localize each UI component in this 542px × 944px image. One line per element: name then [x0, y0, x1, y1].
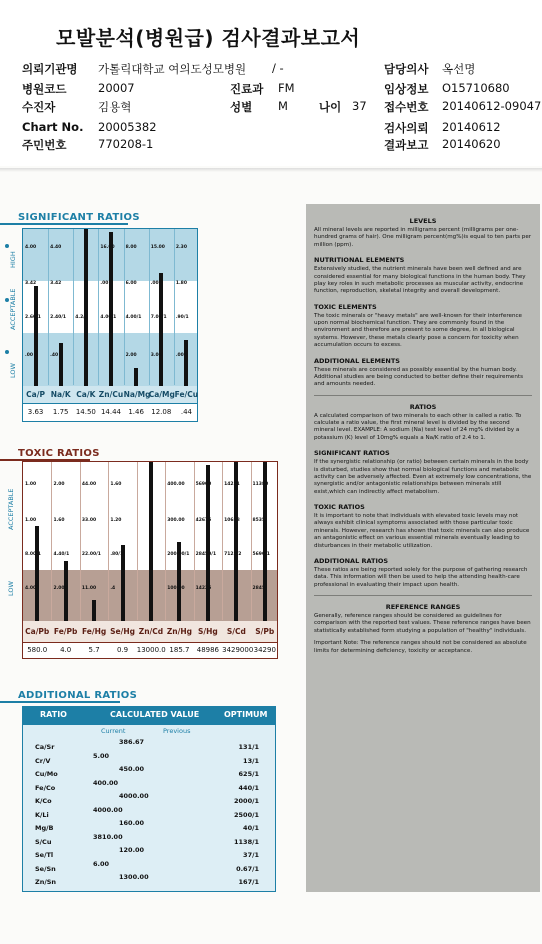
additional-row	[23, 832, 275, 850]
additional-ratio-name: Se/Tl	[35, 851, 54, 859]
tox-zone-acceptable: ACCEPTABLE	[7, 488, 15, 530]
tox-ratio-label: Ca/Pb	[25, 627, 50, 636]
sig-tick-label: 2.00	[125, 353, 137, 358]
tox-ratio-label: S/Hg	[197, 627, 218, 636]
institution-extra: / -	[272, 61, 284, 75]
tox-tick-label: 400.00	[167, 482, 185, 487]
tox-tick-label: 1.00	[25, 518, 37, 523]
significant-title-rule	[0, 223, 128, 225]
additional-row	[23, 819, 275, 836]
sig-tick-label: .00	[175, 353, 184, 358]
tox-tick-label: 2845	[252, 586, 266, 591]
tox-tick-label: 14225	[195, 586, 212, 591]
sig-ratio-value: 12.08	[151, 408, 172, 416]
additional-row	[23, 859, 275, 877]
sig-tick-label: 7.00/1	[150, 315, 167, 320]
tox-tick-label: 1.20	[110, 518, 122, 523]
nutritional-text: Extensively studied, the nutrient minerals have been well defined and are considered essential for many biological functions in the human body. They play key roles in such metabolic processes as muscular activity, endocrine function, reproduction, skeletal integrity and overall development.	[314, 266, 526, 295]
id-value: 770208-1	[98, 137, 154, 151]
tox-column-divider	[222, 462, 223, 620]
tox-ratio-value: 48986	[196, 646, 220, 654]
result-label: 결과보고	[384, 138, 429, 152]
tox-tick-label: 8.00/1	[25, 552, 41, 557]
sig-tick-label: .00	[100, 281, 109, 286]
additional-ratio-name: Cu/Mo	[35, 770, 58, 778]
additional-optimum: 625/1	[238, 770, 259, 778]
tox-tick-label: 28450/1	[195, 552, 217, 557]
panel-divider-2	[314, 595, 532, 596]
tox-ratios-heading: TOXIC RATIOS	[314, 503, 365, 511]
report-title: 모발분석(병원급) 검사결과보고서	[56, 26, 361, 50]
tox-tick-label: 1.60	[53, 518, 65, 523]
sig-ratio-value: 1.75	[52, 408, 69, 416]
tox-tick-label: 5690/1	[252, 552, 270, 557]
col-calculated-value: CALCULATED VALUE	[110, 710, 200, 719]
tox-tick-label: 4.00	[25, 586, 37, 591]
sig-tick-label: 6.00	[125, 281, 137, 286]
tox-tick-label: 42675	[195, 518, 212, 523]
additional-elements-heading: ADDITIONAL ELEMENTS	[314, 356, 400, 365]
additional-current-value: 400.00	[93, 778, 119, 787]
tox-tick-label: 22.00/1	[81, 552, 101, 557]
request-label: 검사의뢰	[384, 121, 429, 135]
tox-tick-label: 33.00	[81, 518, 97, 523]
additional-optimum: 167/1	[238, 878, 259, 886]
additional-ratio-name: Ca/Sr	[35, 743, 55, 751]
tox-ratio-value: 0.9	[116, 646, 129, 654]
sig-ratio-value: 1.46	[128, 408, 144, 416]
tox-tick-label: 2.00	[53, 482, 65, 487]
sig-column-divider	[174, 229, 175, 385]
sig-ratio-label: Na/K	[50, 390, 71, 399]
sig-tick-label: 3.42	[50, 281, 62, 286]
levels-heading: LEVELS	[409, 217, 437, 225]
doctor-label: 담당의사	[384, 62, 429, 76]
sig-tick-label: 16.00	[100, 245, 115, 250]
sig-column-divider	[124, 229, 125, 385]
sig-ratio-value: 3.63	[27, 408, 44, 416]
current-subheader: Current	[101, 727, 126, 735]
additional-ratio-name: Se/Sn	[35, 864, 56, 873]
sig-zone-acceptable: ACCEPTABLE	[9, 288, 17, 330]
examinee-value: 김용혁	[98, 100, 132, 114]
additional-current-value: 386.67	[119, 738, 145, 746]
sig-tick-label: .90/1	[175, 315, 189, 320]
add-ratios-heading: ADDITIONAL RATIOS	[314, 556, 389, 565]
sig-zone-high: HIGH	[9, 251, 17, 268]
sig-bar-zn-cu	[109, 232, 113, 387]
additional-ratio-name: S/Cu	[35, 837, 52, 846]
additional-elements-text: These minerals are considered as possibly essential by the human body. Additional studies are being conducted to better define their requirements and amounts needed.	[314, 366, 523, 388]
additional-row	[23, 873, 275, 890]
sig-tick-label: 15.00	[150, 245, 165, 250]
tox-column-divider	[108, 462, 109, 620]
tox-ratio-label: S/Pb	[255, 627, 275, 636]
tox-ratio-label: Zn/Hg	[166, 627, 193, 636]
additional-ratio-name: Fe/Co	[35, 783, 56, 792]
request-value: 20140612	[442, 120, 501, 134]
additional-current-value: 160.00	[119, 819, 145, 827]
additional-ratios-title: ADDITIONAL RATIOS	[18, 690, 138, 701]
tox-zone-low: LOW	[7, 581, 15, 596]
sig-bar-na-mg	[134, 368, 138, 387]
sig-tick-label: 4.2/1	[75, 315, 89, 320]
significant-ratios-title: SIGNIFICANT RATIOS	[18, 212, 140, 223]
sig-tick-label: 8.00	[125, 245, 137, 250]
sig-tick-label: 4.00/1	[100, 315, 117, 320]
tox-tick-label: 1.00	[25, 482, 37, 487]
additional-current-value: 5.00	[93, 751, 110, 760]
tox-ratio-value: 13000.0	[136, 646, 166, 654]
sig-ratio-label: Ca/K	[76, 390, 96, 399]
tox-ratio-value: 3429000	[222, 646, 254, 654]
additional-optimum: 2500/1	[234, 810, 259, 819]
tox-ratio-value: 580.0	[27, 646, 48, 654]
sig-tick-label: 4.40	[50, 245, 62, 250]
receipt-label: 접수번호	[384, 100, 429, 114]
panel-divider	[314, 395, 532, 396]
additional-table-header	[22, 706, 276, 724]
low-marker-dot	[5, 350, 9, 354]
additional-current-value: 3810.00	[93, 832, 123, 841]
sig-column-divider	[73, 229, 74, 385]
tox-tick-label: .4	[110, 586, 116, 591]
age-label: 나이	[319, 100, 342, 114]
reference-text: Generally, reference ranges should be considered as guidelines for comparison with the reported test values. These reference ranges have been statistically established form studying a population of "healthy" individuals.	[314, 613, 531, 634]
previous-subheader: Previous	[163, 727, 191, 735]
sig-ratios-text: If the synergistic relationship (or ratio) between certain minerals in the body is disturbed, studies show that normal biological functions and metabolic activity can be adversely affected. Even at extremely low concentrations, the synergistic and/or antagonistic relationships between minerals still exist,which can indirectly affect metabolism.	[314, 459, 532, 495]
additional-row	[23, 792, 275, 809]
sig-tick-label: 2.30	[175, 245, 187, 250]
tox-column-divider	[51, 462, 52, 620]
sig-tick-label: 3.42	[25, 281, 37, 286]
toxic-ratio-values	[22, 643, 278, 659]
sig-column-divider	[149, 229, 150, 385]
sig-ratio-value: 14.44	[100, 408, 122, 416]
tox-tick-label: 100.00	[167, 586, 185, 591]
additional-ratios-table	[22, 724, 276, 892]
col-ratio: RATIO	[40, 710, 67, 719]
tox-tick-label: 11.00	[81, 586, 97, 591]
additional-optimum: 131/1	[238, 743, 259, 751]
important-note: Important Note: The reference ranges should not be considered as absolute limits for determining deficiency, toxicity or acceptance.	[314, 640, 527, 654]
significant-ratio-values	[22, 404, 198, 422]
sig-zone-low: LOW	[9, 363, 17, 378]
hospital-code-label: 병원코드	[22, 82, 67, 96]
sig-bar-ca-k	[84, 229, 88, 387]
tox-tick-label: 14251	[224, 482, 240, 487]
sig-bar-fe-cu	[184, 340, 188, 387]
doctor-value: 옥선명	[442, 62, 476, 76]
tox-ratio-label: Se/Hg	[110, 627, 135, 636]
additional-optimum: 0.67/1	[236, 864, 259, 873]
tox-ratio-label: Fe/Hg	[81, 627, 107, 636]
additional-row	[23, 765, 275, 782]
col-optimum: OPTIMUM	[224, 710, 268, 719]
tox-ratio-value: 34290	[253, 646, 276, 654]
tox-tick-label: .80/1	[110, 552, 124, 557]
sig-tick-label: 2.40/1	[50, 315, 67, 320]
sig-bar-na-k	[59, 343, 63, 387]
toxic-ratios-title: TOXIC RATIOS	[18, 448, 100, 459]
tox-column-divider	[251, 462, 252, 620]
tox-ratio-label: Fe/Pb	[53, 627, 78, 636]
toxic-elements-text: The toxic minerals or "heavy metals" are well-known for their interference upon normal biochemical function. They are commonly found in the environment and therefore are present to some degree, in all biological systems. However, these metals clearly pose a concern for toxicity when accumulation occurs to excess.	[314, 312, 523, 349]
additional-optimum: 13/1	[243, 756, 259, 765]
sig-tick-label: .00	[25, 353, 33, 358]
additional-current-value: 120.00	[119, 846, 145, 854]
reference-heading: REFERENCE RANGES	[385, 603, 461, 611]
toxic-ratio-labels	[22, 621, 278, 643]
nutritional-heading: NUTRITIONAL ELEMENTS	[314, 256, 405, 265]
tox-bar-s-hg	[206, 465, 210, 622]
tox-ratios-text: It is important to note that individuals with elevated toxic levels may not always exhibit clinical symptoms associated with those particular toxic minerals. However, research has shown that toxic minerals can also produce an antagonistic effect on various essential minerals eventually leading to disturbances in their metabolic utilization.	[314, 513, 530, 549]
tox-tick-label: 4.40/1	[53, 552, 70, 557]
additional-ratio-name: Zn/Sn	[35, 878, 57, 886]
clinical-value: O15710680	[442, 81, 510, 95]
explanation-panel	[306, 204, 540, 892]
receipt-value: 20140612-09047	[442, 99, 542, 113]
sig-column-divider	[48, 229, 49, 385]
sig-bar-ca-p	[34, 286, 38, 387]
additional-current-value: 450.00	[119, 765, 145, 773]
hospital-code-value: 20007	[98, 81, 135, 95]
toxic-ratios-chart	[22, 461, 278, 621]
significant-ratio-labels	[22, 386, 198, 404]
tox-column-divider	[165, 462, 166, 620]
institution-value: 가톨릭대학교 여의도성모병원	[98, 62, 247, 76]
sig-ratio-label: Zn/Cu	[98, 390, 124, 399]
additional-optimum: 440/1	[238, 783, 259, 792]
significant-ratios-chart	[22, 228, 198, 386]
tox-ratio-label: Zn/Cd	[138, 627, 164, 636]
sig-tick-label: .40	[50, 353, 59, 358]
tox-ratio-value: 4.0	[60, 646, 72, 654]
additional-optimum: 1138/1	[234, 837, 259, 846]
tox-tick-label: 300.00	[167, 518, 185, 523]
age-value: 37	[352, 99, 367, 113]
sig-tick-label: 1.80	[175, 281, 187, 286]
additional-optimum: 40/1	[243, 824, 259, 832]
tox-bar-fe-hg	[92, 600, 96, 622]
tox-tick-label: 8535	[252, 518, 266, 523]
sig-tick-label: .00	[150, 281, 159, 286]
additional-row	[23, 846, 275, 863]
sig-tick-label: 4.00	[25, 245, 37, 250]
additional-optimum: 2000/1	[234, 797, 259, 805]
sex-label: 성별	[230, 100, 253, 114]
add-ratios-text: These ratios are being reported solely for the purpose of gathering research data. This information will then be used to help the attending health-care professional in evaluating their impact upon health.	[314, 566, 528, 588]
tox-column-divider	[137, 462, 138, 620]
tox-ratio-value: 5.7	[88, 646, 100, 654]
clinical-label: 임상정보	[384, 82, 429, 96]
additional-current-value: 6.00	[93, 859, 110, 868]
ratios-heading: RATIOS	[409, 402, 437, 411]
additional-row	[23, 778, 275, 796]
additional-row	[23, 738, 275, 755]
additional-ratio-name: Cr/V	[35, 756, 51, 765]
additional-optimum: 37/1	[243, 851, 259, 859]
sig-column-divider	[98, 229, 99, 385]
examinee-label: 수진자	[22, 100, 56, 114]
additional-current-value: 4000.00	[93, 805, 123, 814]
sig-tick-label: 4.00/1	[125, 315, 142, 320]
sig-ratios-heading: SIGNIFICANT RATIOS	[314, 449, 390, 458]
tox-bar-zn-cd	[149, 462, 153, 622]
levels-text: All mineral levels are reported in milligrams percent (milligrams per one-hundred grams of hair). One milligram percent(mg%)is equal to ten parts per million (ppm).	[314, 227, 532, 248]
tox-tick-label: 10688	[224, 518, 240, 523]
chart-no-label: Chart No.	[22, 120, 84, 134]
sig-ratio-value: 14.50	[75, 408, 96, 416]
ratios-text: A calculated comparison of two minerals to each other is called a ratio. To calculate a ratio value, the first mineral level is divided by the second mineral level. EXAMPLE: A sodium (Na) test level of 24 mg% divided by a potassium (K) level of 10mg% equals a Na/K ratio of 2.4 to 1.	[314, 412, 522, 441]
tox-column-divider	[194, 462, 195, 620]
sig-tick-label: 2.60/1	[25, 315, 41, 320]
sig-bar-ca-mg	[159, 273, 163, 387]
tox-bar-fe-pb	[64, 561, 68, 622]
tox-tick-label: 2.00	[53, 586, 65, 591]
sig-ratio-value: .44	[180, 408, 192, 416]
additional-row	[23, 805, 275, 823]
additional-current-value: 4000.00	[119, 792, 149, 800]
sig-ratio-label: Na/Mg	[123, 390, 151, 399]
dept-value: FM	[278, 81, 295, 95]
tox-bar-ca-pb	[35, 526, 39, 622]
dept-label: 진료과	[230, 82, 264, 96]
tox-tick-label: 44.00	[81, 482, 97, 487]
acceptable-marker-dot	[5, 298, 9, 302]
sig-ratio-label: Fe/Cu	[174, 390, 199, 399]
additional-current-value: 1300.00	[119, 873, 149, 881]
page-fold-shadow	[0, 168, 542, 172]
additional-ratio-name: Mg/B	[35, 824, 54, 832]
chart-no-value: 20005382	[98, 120, 157, 134]
id-label: 주민번호	[22, 138, 67, 152]
institution-label: 의뢰기관명	[22, 62, 78, 76]
sig-ratio-label: Ca/Mg	[148, 390, 175, 399]
additional-ratio-name: K/Co	[35, 797, 52, 805]
tox-column-divider	[80, 462, 81, 620]
toxic-elements-heading: TOXIC ELEMENTS	[314, 302, 377, 311]
sex-value: M	[278, 99, 288, 113]
tox-tick-label: 11380	[252, 482, 269, 487]
tox-tick-label: 7125/2	[224, 552, 242, 557]
sig-ratio-label: Ca/P	[26, 390, 45, 399]
tox-ratio-value: 185.7	[169, 646, 190, 654]
tox-tick-label: 56900	[195, 482, 212, 487]
additional-ratio-name: K/Li	[35, 810, 49, 819]
additional-row	[23, 751, 275, 769]
sig-tick-label: 3.00	[150, 353, 162, 358]
high-marker-dot	[5, 244, 9, 248]
tox-ratio-label: S/Cd	[226, 627, 246, 636]
tox-tick-label: 200.00/1	[167, 552, 190, 557]
tox-tick-label: 1.60	[110, 482, 122, 487]
result-value: 20140620	[442, 137, 501, 151]
additional-title-rule	[0, 701, 120, 703]
